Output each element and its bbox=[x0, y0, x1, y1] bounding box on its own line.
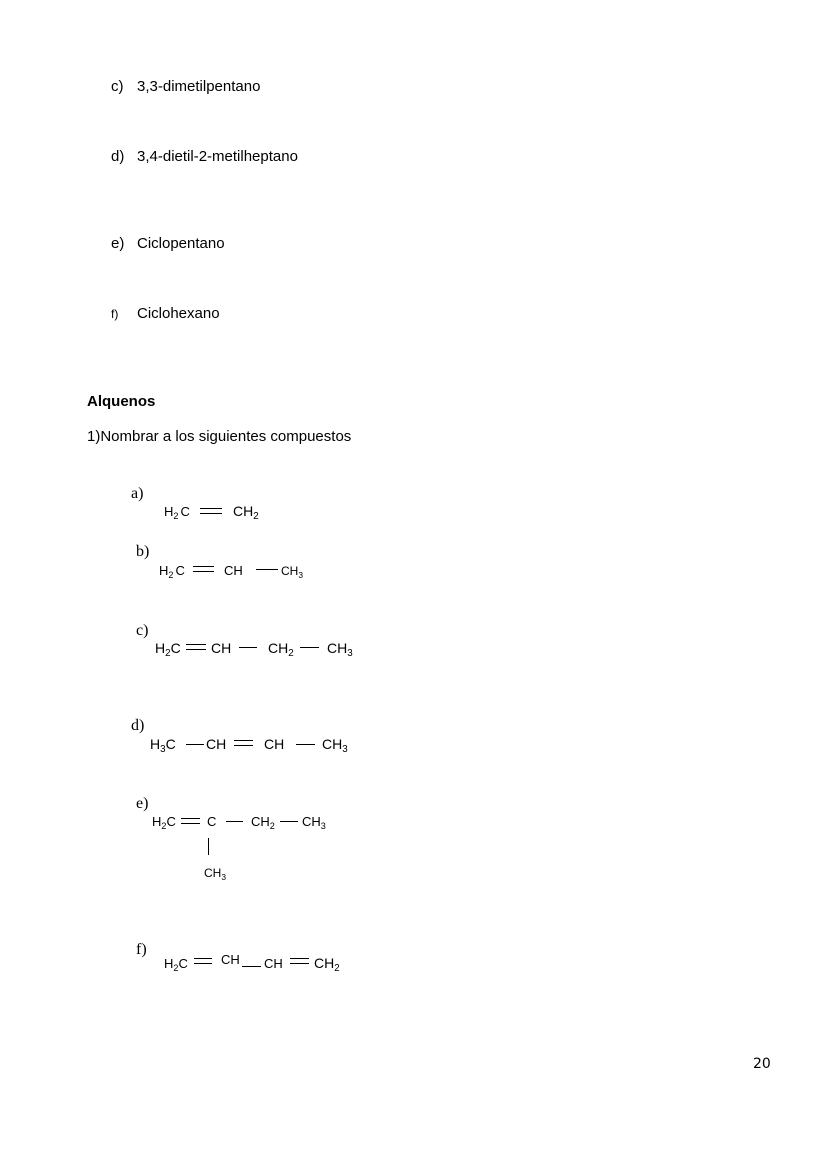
structure-label-b: b) bbox=[136, 543, 150, 560]
structure-e-branch: $CH_3$ bbox=[204, 866, 227, 882]
single-bond bbox=[186, 744, 204, 745]
structure-a-group-1: $H_2$ C bbox=[164, 504, 190, 521]
alkane-name-e: Ciclopentano bbox=[137, 235, 225, 252]
structure-d-group-1: $H_3C$ bbox=[150, 736, 176, 755]
single-bond bbox=[239, 647, 257, 648]
structure-b-group-1: $H_2$ C bbox=[159, 563, 185, 580]
structure-label-f: f) bbox=[136, 941, 147, 958]
single-bond bbox=[300, 647, 319, 648]
structure-d-group-4: $CH_3$ bbox=[322, 736, 348, 755]
double-bond bbox=[186, 644, 206, 650]
structure-e-group-1: $H_2C$ bbox=[152, 814, 176, 831]
double-bond bbox=[200, 508, 222, 514]
structure-e-group-4: $CH_3$ bbox=[302, 814, 326, 831]
structure-e-group-3: $CH_2$ bbox=[251, 814, 275, 831]
single-bond bbox=[256, 569, 278, 570]
structure-b-group-3: $CH_3$ bbox=[281, 564, 304, 580]
instruction: 1)Nombrar a los siguientes compuestos bbox=[87, 428, 352, 445]
structure-b-group-2: CH bbox=[224, 563, 243, 578]
double-bond bbox=[290, 958, 309, 964]
item-letter-e: e) bbox=[111, 235, 125, 252]
double-bond bbox=[181, 818, 200, 824]
structure-c-group-4: $CH_3$ bbox=[327, 640, 353, 659]
structure-c-group-2: CH bbox=[211, 640, 232, 656]
structure-label-a: a) bbox=[131, 485, 144, 502]
alkane-name-c: 3,3-dimetilpentano bbox=[137, 78, 261, 95]
double-bond bbox=[234, 740, 253, 746]
structure-label-d: d) bbox=[131, 717, 145, 734]
structure-c-group-3: $CH_2$ bbox=[268, 640, 294, 659]
structure-e-group-2: C bbox=[207, 814, 217, 829]
double-bond bbox=[193, 566, 214, 572]
double-bond bbox=[194, 958, 212, 964]
structure-f-group-2: CH bbox=[221, 952, 240, 967]
vertical-bond bbox=[208, 838, 209, 855]
structure-label-c: c) bbox=[136, 622, 149, 639]
section-title: Alquenos bbox=[87, 393, 156, 410]
page-number: 20 bbox=[753, 1056, 771, 1072]
alkane-name-d: 3,4-dietil-2-metilheptano bbox=[137, 148, 298, 165]
item-letter-c: c) bbox=[111, 78, 124, 95]
single-bond bbox=[296, 744, 315, 745]
item-letter-d: d) bbox=[111, 148, 125, 165]
structure-d-group-3: CH bbox=[264, 736, 285, 752]
structure-label-e: e) bbox=[136, 795, 149, 812]
item-letter-f: f) bbox=[111, 307, 119, 321]
alkane-name-f: Ciclohexano bbox=[137, 305, 220, 322]
structure-f-group-4: $CH_2$ bbox=[314, 955, 340, 974]
structure-d-group-2: CH bbox=[206, 736, 227, 752]
structure-f-group-1: $H_2C$ bbox=[164, 956, 188, 973]
structure-f-group-3: CH bbox=[264, 956, 283, 971]
single-bond bbox=[226, 821, 243, 822]
structure-a-group-2: $CH_2$ bbox=[233, 503, 259, 522]
structure-c-group-1: $H_2C$ bbox=[155, 640, 181, 659]
single-bond bbox=[242, 966, 261, 967]
single-bond bbox=[280, 821, 298, 822]
